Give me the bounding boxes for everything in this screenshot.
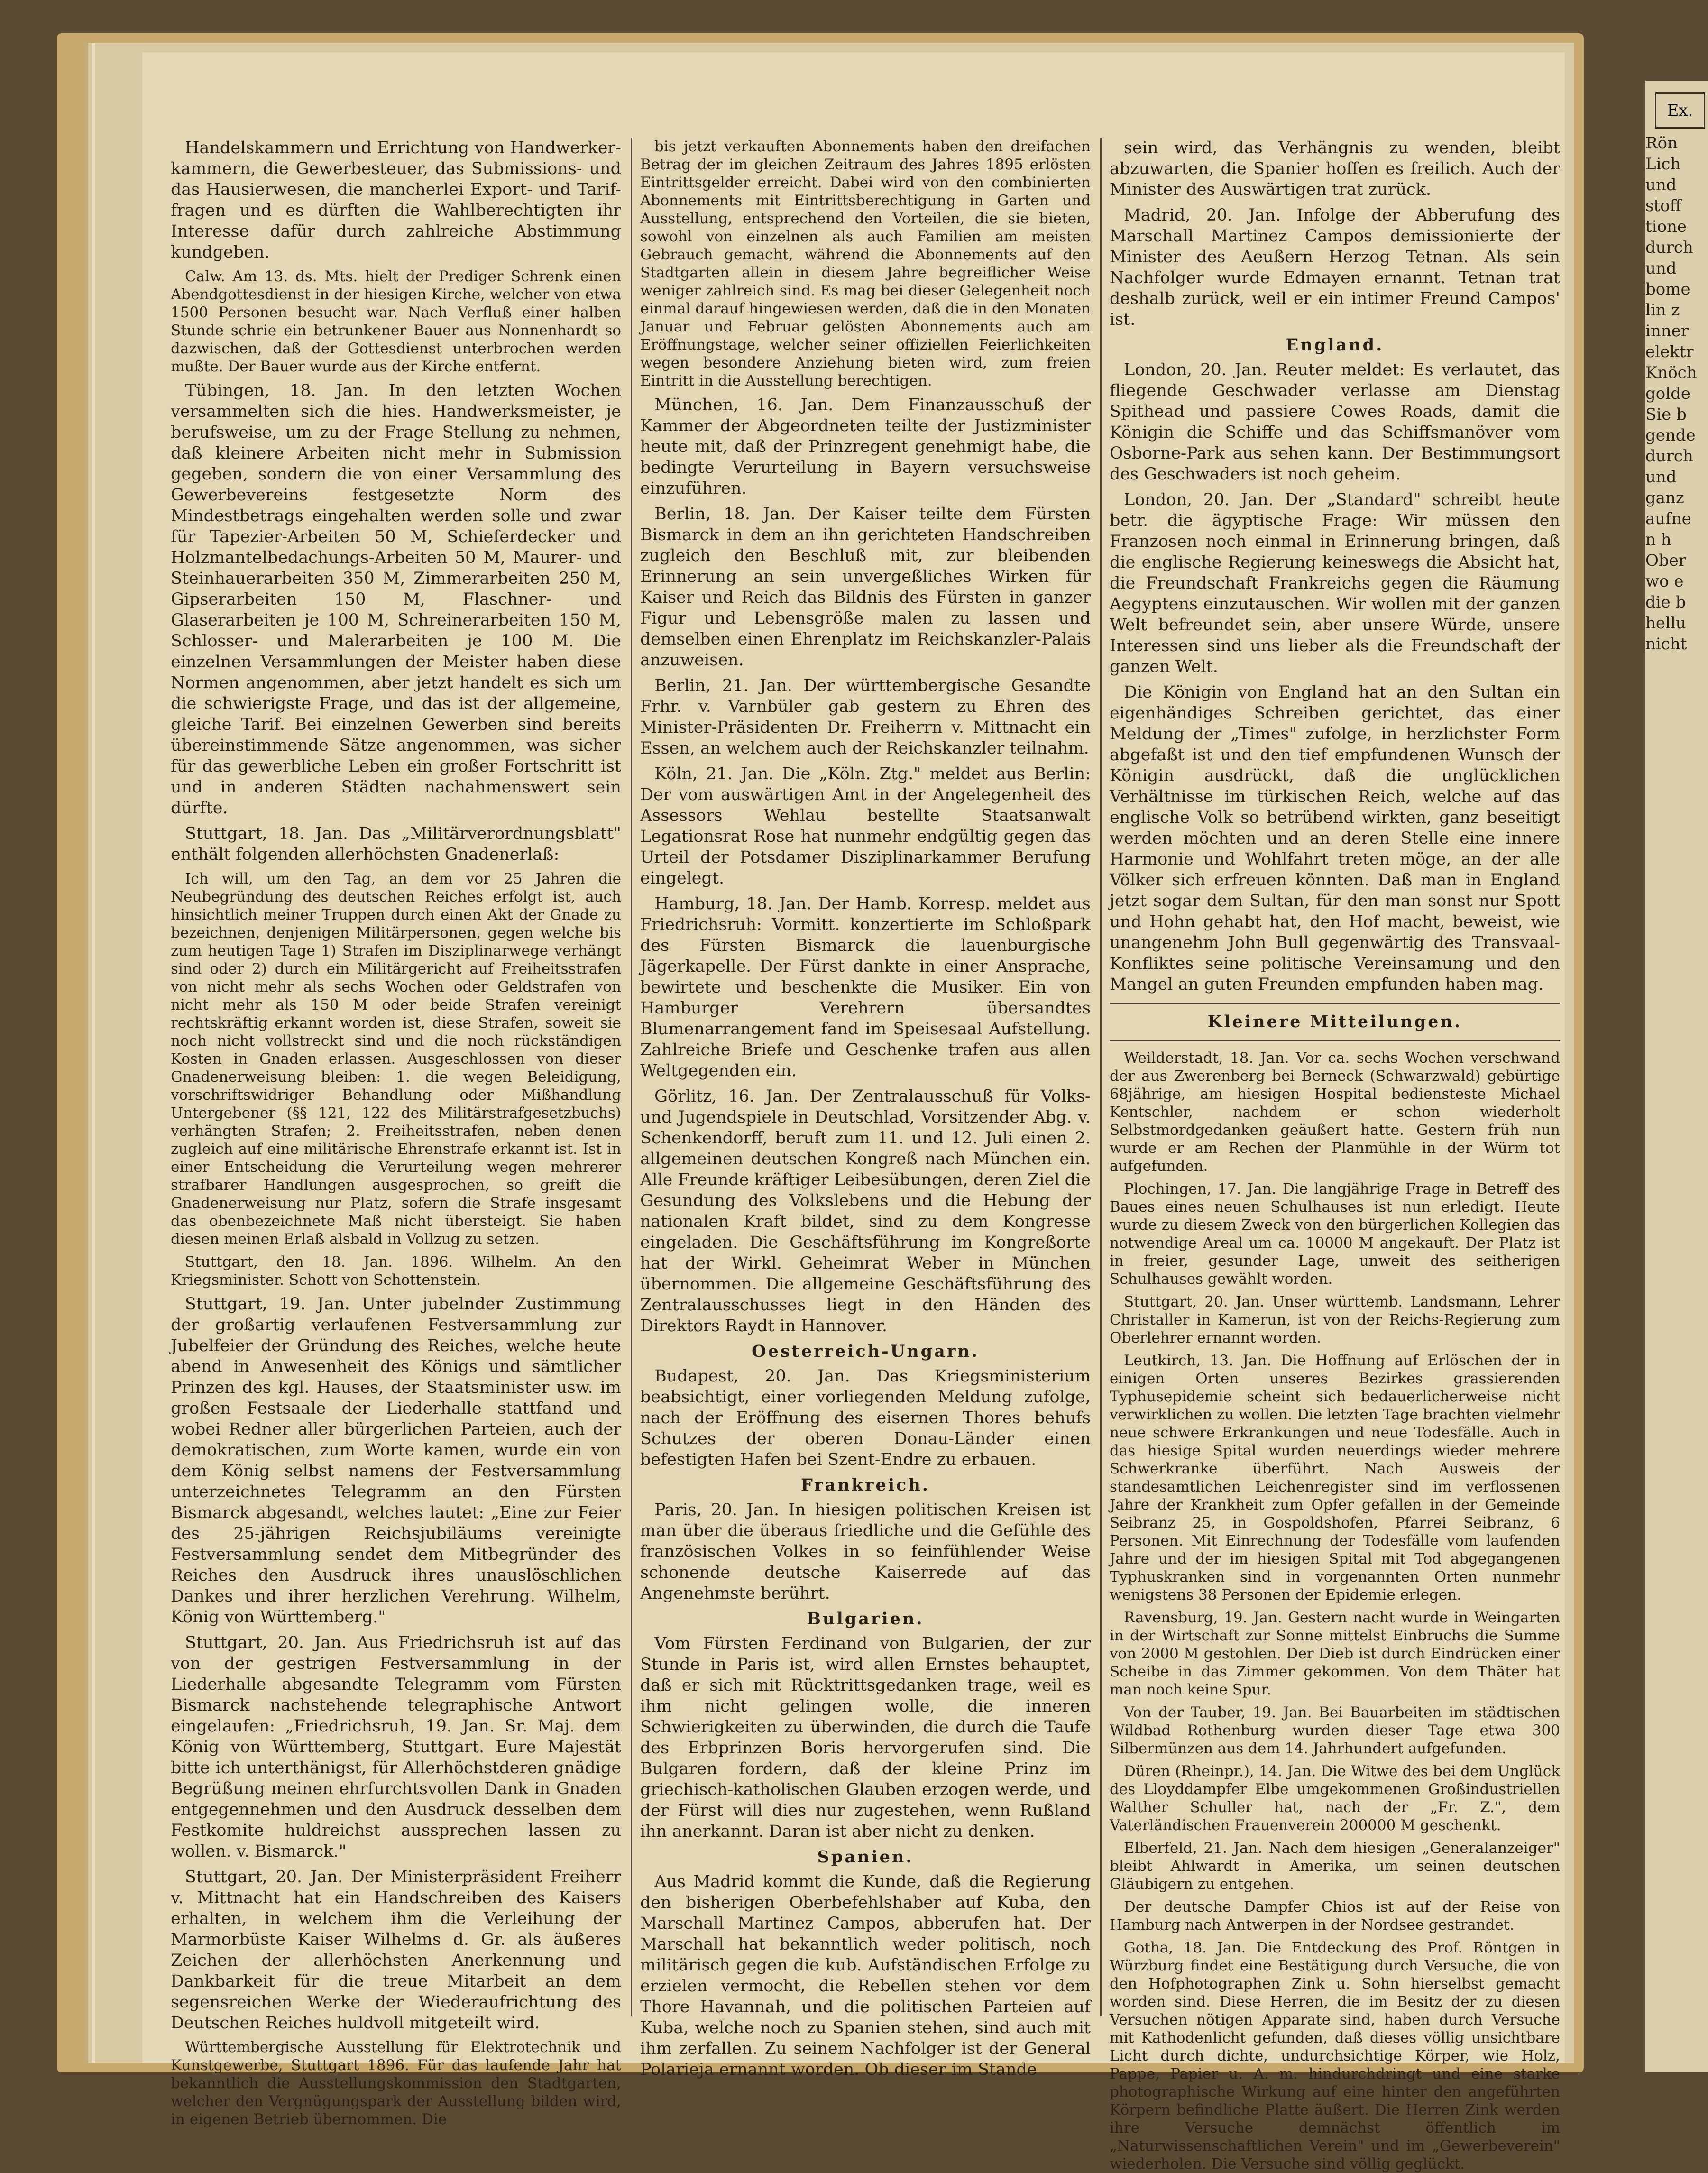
column-3 bbox=[1110, 138, 1560, 2173]
article-paragraph: Stuttgart, 20. Jan. Der Ministerpräsident Freiherr v. Mittnacht hat ein Handschreiben des Kaisers erhalten, in welchem ihm die Verleihung der Marmorbüste Kaiser Wilhelms d. Gr. als äußeres Zeichen der allerhöchsten Anerkennung und Dankbarkeit für die treue Mitarbeit an dem segensreichen Werke der Wiederaufrichtung des Deutschen Reiches huldvoll mitgeteilt wird. bbox=[171, 1868, 621, 2033]
neighbor-line: durch bbox=[1645, 238, 1693, 257]
article-paragraph: Stuttgart, 20. Jan. Unser württemb. Landsmann, Lehrer Christaller in Kamerun, ist von der Reichs-Regierung zum Oberlehrer ernannt worden. bbox=[1110, 1293, 1560, 1346]
neighbor-line: inner bbox=[1645, 322, 1689, 341]
neighbor-line: bome bbox=[1645, 280, 1690, 299]
article-paragraph: London, 20. Jan. Reuter meldet: Es verlautet, das fliegende Geschwader verlasse am Dienstag Spithead und passiere Cowes Roads, damit die Königin die Schiffe und das Schiffsmanöver vom Osborne-Park aus sehen kann. Der Bestimmungsort des Geschwaders ist noch geheim. bbox=[1110, 360, 1560, 484]
column-1 bbox=[171, 138, 621, 2128]
neighbor-line: hellu bbox=[1645, 614, 1686, 633]
neighbor-line: und bbox=[1645, 468, 1677, 487]
article-paragraph: Die Königin von England hat an den Sultan ein eigenhändiges Schreiben gerichtet, das einer Meldung der „Times" zufolge, in herzlichster Form abgefaßt ist und den tief empfundenen Wunsch der Königin ausdrückt, daß die unglücklichen Verhältnisse im türkischen Reich, welche auf das englische Volk so betrübend wirkten, ganz beseitigt werden möchten und an deren Stelle eine innere Harmonie und Wohlfahrt treten möge, an der alle Völker sich erfreuen könnten. Daß man in England jetzt sogar dem Sultan, für den man sonst nur Spott und Hohn gehabt hat, den Hof macht, beweist, wie unangenehm John Bull gegenwärtig des Transvaal-Konfliktes seine politische Vereinsamung und den Mangel an guten Freunden empfunden haben mag. bbox=[1110, 683, 1560, 994]
neighbor-line: nicht bbox=[1645, 635, 1687, 654]
article-paragraph: Stuttgart, 19. Jan. Unter jubelnder Zustimmung der großartig verlaufenen Festversammlung zur Jubelfeier der Gründung des Reiches, welche heute abend in Anwesenheit des Königs und sämtlicher Prinzen des kgl. Hauses, der Staatsminister usw. im großen Festsaale der Liederhalle stattfand und wobei Redner aller bürgerlichen Parteien, auch der demokratischen, zum Worte kamen, wurde ein von dem König selbst namens der Festversammlung unterzeichnetes Telegramm an den Fürsten Bismarck abgesandt, welches lautet: „Eine zur Feier des 25-jährigen Reichsjubiläums vereinigte Festversammlung sendet dem Mitbegründer des Reiches den Ausdruck ihres unauslöschlichen Dankes und ihrer herzlichen Verehrung. Wilhelm, König von Württemberg." bbox=[171, 1295, 621, 1627]
article-paragraph: Württembergische Ausstellung für Elektrotechnik und Kunstgewerbe, Stuttgart 1896. Für das laufende Jahr hat bekanntlich die Ausstellungskommission den Stadtgarten, welcher den Vergnügungspark der Ausstellung bilden wird, in eigenen Betrieb übernommen. Die bbox=[171, 2039, 621, 2128]
article-paragraph: Plochingen, 17. Jan. Die langjährige Frage in Betreff des Baues eines neuen Schulhauses ist nun erledigt. Heute wurde zu diesem Zweck von den bürgerlichen Kollegien das notwendige Areal um ca. 10000 M angekauft. Der Platz ist in freier, gesunder Lage, unweit des seitherigen Schulhauses gewählt worden. bbox=[1110, 1180, 1560, 1288]
neighbor-line: n h bbox=[1645, 530, 1671, 549]
neighbor-line: Lich bbox=[1645, 155, 1681, 174]
article-paragraph: Berlin, 21. Jan. Der württembergische Gesandte Frhr. v. Varnbüler gab gestern zu Ehren des Minister-Präsidenten Dr. Freiherrn v. Mittnacht ein Essen, an welchem auch der Reichskanzler teilnahm. bbox=[640, 676, 1091, 758]
section-divider bbox=[1110, 1040, 1560, 1041]
article-paragraph: Von der Tauber, 19. Jan. Bei Bauarbeiten im städtischen Wildbad Rothenburg wurden dieser Tage etwa 300 Silbermünzen aus dem 14. Jahrhundert aufgefunden. bbox=[1110, 1704, 1560, 1757]
section-heading: Oesterreich-Ungarn. bbox=[752, 1342, 979, 1361]
article-paragraph: Madrid, 20. Jan. Infolge der Abberufung des Marschall Martinez Campos demissionierte der Minister des Aeußern Herzog Tetnan. Als sein Nachfolger wurde Edmayen ernannt. Tetnan trat deshalb zurück, weil er ein intimer Freund Campos' ist. bbox=[1110, 206, 1560, 329]
adjacent-page-edge bbox=[1645, 81, 1708, 2072]
article-paragraph: Stuttgart, 18. Jan. Das „Militärverordnungsblatt" enthält folgenden allerhöchsten Gnadenerlaß: bbox=[171, 824, 621, 864]
article-paragraph: Köln, 21. Jan. Die „Köln. Ztg." meldet aus Berlin: Der vom auswärtigen Amt in der Angelegenheit des Assessors Wehlau bestellte Staatsanwalt Legationsrat Rose hat nunmehr endgültig gegen das Urteil der Potsdamer Disziplinarkammer Berufung eingelegt. bbox=[640, 764, 1091, 888]
article-paragraph: Düren (Rheinpr.), 14. Jan. Die Witwe des bei dem Unglück des Lloyddampfer Elbe umgekommenen Großindustriellen Walther Schuller hat, nach der „Fr. Z.", dem Vaterländischen Frauenverein 200000 M geschenkt. bbox=[1110, 1763, 1560, 1834]
article-paragraph: München, 16. Jan. Dem Finanzausschuß der Kammer der Abgeordneten teilte der Justizminister heute mit, daß der Prinzregent genehmigt habe, die bedingte Verurteilung in Bayern versuchsweise einzuführen. bbox=[640, 396, 1091, 498]
article-paragraph: Aus Madrid kommt die Kunde, daß die Regierung den bisherigen Oberbefehlshaber auf Kuba, den Marschall Martinez Campos, abberufen hat. Der Marschall hat bekanntlich weder politisch, noch militärisch gegen die kub. Aufständischen Erfolge zu erzielen vermocht, die Rebellen stehen vor dem Thore Havannah, und die politischen Parteien auf Kuba, welche noch zu Spanien stehen, sind auch mit ihm zerfallen. Zu seinem Nachfolger ist der General Polarieja ernannt worden. Ob dieser im Stande bbox=[640, 1872, 1091, 2079]
decree-text: Ich will, um den Tag, an dem vor 25 Jahren die Neubegründung des deutschen Reiches erfolgt ist, auch hinsichtlich meiner Truppen durch einen Akt der Gnade zu bezeichnen, denjenigen Militärpersonen, gegen welche bis zum heutigen Tage 1) Strafen im Disziplinarwege verhängt sind oder 2) durch ein Militärgericht auf Freiheitsstrafen von nicht mehr als sechs Wochen oder Geldstrafen von nicht mehr als 150 M oder beide Strafen vereinigt rechtskräftig erkannt worden ist, diese Strafen, soweit sie noch nicht vollstreckt sind und die noch rückständigen Kosten in Gnaden erlassen. Ausgeschlossen von dieser Gnadenerweisung bleiben: 1. die wegen Beleidigung, vorschriftswidriger Behandlung oder Mißhandlung Untergebener (§§ 121, 122 des Militärstrafgesetzbuchs) verhängten Strafen; 2. Freiheitsstrafen, neben denen zugleich auf eine militärische Ehrenstrafe erkannt ist. Ist in einer Entscheidung die Verurteilung wegen mehrerer strafbarer Handlungen ausgesprochen, so greift die Gnadenerweisung nur Platz, sofern die Strafe insgesamt das obenbezeichnete Maß nicht übersteigt. Sie haben diesen meinen Erlaß alsbald in Vollzug zu setzen. bbox=[171, 870, 621, 1248]
neighbor-line: elektr bbox=[1645, 342, 1694, 361]
neighbor-line: ganz bbox=[1645, 488, 1684, 507]
neighbor-line: Knöch bbox=[1645, 363, 1697, 382]
neighbor-line: und bbox=[1645, 259, 1677, 278]
article-paragraph: Vom Fürsten Ferdinand von Bulgarien, der zur Stunde in Paris ist, wird allen Ernstes behauptet, daß er sich mit Rücktrittsgedanken trage, weil es ihm nicht gelingen wolle, die inneren Schwierigkeiten zu überwinden, die durch die Taufe des Erbprinzen Boris hervorgerufen sind. Die Bulgaren fordern, daß der kleine Prinz im griechisch-katholischen Glauben erzogen werde, und der Fürst will dies nur zugestehen, wenn Rußland ihn anerkannt. Daran ist aber nicht zu denken. bbox=[640, 1634, 1091, 1841]
article-paragraph: Tübingen, 18. Jan. In den letzten Wochen versammelten sich die hies. Handwerksmeister, je berufsweise, um zu der Frage Stellung zu nehmen, daß kleinere Arbeiten nicht mehr in Submission gegeben, sondern die von einer Versammlung des Gewerbevereins festgesetzte Norm des Mindestbetrags eingehalten werden solle und zwar für Tapezier-Arbeiten 50 M, Schieferdecker und Holzmantelbedachungs-Arbeiten 50 M, Maurer- und Steinhauerarbeiten 350 M, Zimmerarbeiten 250 M, Gipserarbeiten 150 M, Flaschner- und Glaserarbeiten je 100 M, Schreinerarbeiten 150 M, Schlosser- und Malerarbeiten je 100 M. Die einzelnen Versammlungen der Meister haben diese Normen angenommen, aber jetzt handelt es sich um die schwierigste Frage, und das ist der allgemeine, gleiche Tarif. Bei einzelnen Gewerben sind bereits übereinstimmende Sätze angenommen, was sicher für das gewerbliche Leben ein großer Fortschritt ist und in anderen Städten nachahmenswert sein dürfte. bbox=[171, 381, 621, 818]
article-paragraph: Hamburg, 18. Jan. Der Hamb. Korresp. meldet aus Friedrichsruh: Vormitt. konzertierte im Schloßpark des Fürsten Bismarck die lauenburgische Jägerkapelle. Der Fürst dankte in einer Ansprache, bewirtete und beschenkte die Musiker. Ein von Hamburger Verehrern übersandtes Blumenarrangement fand im Speisesaal Aufstellung. Zahlreiche Briefe und Geschenke trafen aus allen Weltgegenden ein. bbox=[640, 894, 1091, 1080]
archive-stamp: Ex. bbox=[1655, 92, 1705, 129]
article-paragraph: Ravensburg, 19. Jan. Gestern nacht wurde in Weingarten in der Wirtschaft zur Sonne mittelst Einbruchs die Summe von 2000 M gestohlen. Der Dieb ist durch Eindrücken einer Scheibe in das Zimmer gekommen. Von dem Thäter hat man noch keine Spur. bbox=[1110, 1609, 1560, 1698]
article-paragraph: Gotha, 18. Jan. Die Entdeckung des Prof. Röntgen in Würzburg findet eine Bestätigung durch Versuche, die von den Hofphotographen Zink u. Sohn hierselbst gemacht worden sind. Diese Herren, die im Besitz der zu diesen Versuchen nötigen Apparate sind, haben durch Versuche mit Kathodenlicht gefunden, daß dieses völlig unsichtbare Licht durch dichte, undurchsichtige Körper, wie Holz, Pappe, Papier u. A. m. hindurchdringt und eine starke photographische Wirkung auf eine hinter den angeführten Körpern befindliche Platte äußert. Die Herren Zink werden ihre Versuche demnächst öffentlich im „Naturwissenschaftlichen Verein" und im „Gewerbeverein" wiederholen. Die Versuche sind völlig geglückt. bbox=[1110, 1939, 1560, 2173]
article-paragraph: Weilderstadt, 18. Jan. Vor ca. sechs Wochen verschwand der aus Zwerenberg bei Berneck (Schwarzwald) gebürtige 68jährige, am hiesigen Hospital bediensteste Michael Kentschler, nachdem er schon wiederholt Selbstmordgedanken geäußert hatte. Gestern früh nun wurde er am Rechen der Planmühle in der Würm tot aufgefunden. bbox=[1110, 1050, 1560, 1175]
section-heading: Bulgarien. bbox=[807, 1609, 924, 1629]
neighbor-line: die b bbox=[1645, 593, 1686, 612]
decree-signature: Stuttgart, den 18. Jan. 1896. Wilhelm. An den Kriegsminister. Schott von Schottenstein. bbox=[171, 1253, 621, 1289]
neighbor-line: golde bbox=[1645, 384, 1690, 403]
neighbor-line: Rön bbox=[1645, 134, 1678, 153]
column-rule-1 bbox=[631, 138, 632, 2016]
neighbor-line: tione bbox=[1645, 217, 1687, 236]
article-paragraph: Budapest, 20. Jan. Das Kriegsministerium beabsichtigt, einer vorliegenden Meldung zufolge, nach der Eröffnung des eisernen Thores behufs Schutzes der oberen Donau-Länder einen befestigten Hafen bei Szent-Endre zu erbauen. bbox=[640, 1367, 1091, 1469]
column-2 bbox=[640, 138, 1091, 2079]
article-paragraph: Paris, 20. Jan. In hiesigen politischen Kreisen ist man über die überaus friedliche und die Gefühle des französischen Volkes in so feinfühlender Weise schonende deutsche Kaiserrede auf das Angenehmste berührt. bbox=[640, 1501, 1091, 1603]
article-paragraph: Leutkirch, 13. Jan. Die Hoffnung auf Erlöschen der in einigen Orten unseres Bezirkes grassierenden Typhusepidemie scheint sich bedauerlicherweise nicht verwirklichen zu wollen. Die letzten Tage brachten vielmehr neue schwere Erkrankungen und neue Todesfälle. Auch in das hiesige Spital wurden neuerdings wieder mehrere Schwerkranke überführt. Nach Ausweis der standesamtlichen Leichenregister sind im verflossenen Jahre der Krankheit zum Opfer gefallen in der Gemeinde Seibranz 25, in Gospoldshofen, Pfarrei Seibranz, 6 Personen. Mit Einrechnung der Todesfälle vom laufenden Jahre und der im hiesigen Spital mit Tod abgegangenen Typhuskranken sind in vorgenannten Orten nunmehr wenigstens 38 Personen der Epidemie erlegen. bbox=[1110, 1352, 1560, 1603]
neighbor-line: aufne bbox=[1645, 509, 1691, 528]
article-paragraph: sein wird, das Verhängnis zu wenden, bleibt abzuwarten, die Spanier hoffen es freilich. Auch der Minister des Auswärtigen trat zurück. bbox=[1110, 138, 1560, 199]
neighbor-line: durch bbox=[1645, 447, 1693, 466]
neighbor-line: Sie b bbox=[1645, 405, 1687, 424]
neighbor-line: lin z bbox=[1645, 301, 1680, 320]
section-heading: Spanien. bbox=[817, 1847, 914, 1867]
neighbor-line: stoff bbox=[1645, 196, 1681, 215]
neighbor-line: gende bbox=[1645, 426, 1696, 445]
article-paragraph: Calw. Am 13. ds. Mts. hielt der Prediger Schrenk einen Abendgottesdienst in der hiesigen Kirche, welcher von etwa 1500 Personen besucht war. Nach Verfluß einer halben Stunde schrie ein betrunkener Bauer aus Nonnenhardt so dazwischen, daß der Gottesdienst unterbrochen werden mußte. Der Bauer wurde aus der Kirche entfernt. bbox=[171, 268, 621, 375]
article-paragraph: Berlin, 18. Jan. Der Kaiser teilte dem Fürsten Bismarck in dem an ihn gerichteten Handschreiben zugleich den Beschluß mit, zur bleibenden Erinnerung an sein unvergeßliches Wirken für Kaiser und Reich das Bildnis des Fürsten in ganzer Figur und Lebensgröße malen zu lassen und demselben einen Ehrenplatz im Reichskanzler-Palais anzuweisen. bbox=[640, 505, 1091, 670]
section-heading: Frankreich. bbox=[801, 1475, 930, 1495]
neighbor-line: wo e bbox=[1645, 572, 1684, 591]
section-heading: England. bbox=[1286, 335, 1384, 355]
article-paragraph: London, 20. Jan. Der „Standard" schreibt heute betr. die ägyptische Frage: Wir müssen den Franzosen noch einmal in Erinnerung bringen, daß die englische Regierung keineswegs die Absicht hat, die Freundschaft Frankreichs gegen die Räumung Aegyptens einzutauschen. Wir wollen mit der ganzen Welt befreundet sein, aber unsere Würde, unsere Interessen sind uns lieber als die Freundschaft der ganzen Welt. bbox=[1110, 490, 1560, 676]
article-paragraph: Stuttgart, 20. Jan. Aus Friedrichsruh ist auf das von der gestrigen Festversammlung in der Liederhalle abgesandte Telegramm vom Fürsten Bismarck nachstehende telegraphische Antwort eingelaufen: „Friedrichsruh, 19. Jan. Sr. Maj. dem König von Württemberg, Stuttgart. Eure Majestät bitte ich unterthänigst, für Allerhöchstderen gnädige Begrüßung meinen ehrfurchtsvollen Dank in Gnaden entgegennehmen und den Ausdruck desselben dem Festkomite huldreichst aussprechen lassen zu wollen. v. Bismarck." bbox=[171, 1633, 621, 1861]
neighbor-line: und bbox=[1645, 175, 1677, 194]
article-paragraph: bis jetzt verkauften Abonnements haben den dreifachen Betrag der im gleichen Zeitraum des Jahres 1895 erlösten Eintrittsgelder erreicht. Dabei wird von den combinierten Abonnements mit Eintrittsberechtigung in Garten und Ausstellung, entsprechend den Vorteilen, die sie bieten, sowohl von einzelnen als auch Familien am meisten Gebrauch gemacht, während die Abonnements auf den Stadtgarten allein in diesem Jahre begreiflicher Weise weniger zahlreich sind. Es mag bei dieser Gelegenheit noch einmal darauf hingewiesen werden, daß die in den Monaten Januar und Februar gelösten Abonnements auch am Eröffnungstage, welcher seiner offiziellen Feierlichkeiten wegen besondere Anziehung bieten wird, zum freien Eintritt in die Ausstellung berechtigen. bbox=[640, 138, 1091, 389]
section-divider bbox=[1110, 1003, 1560, 1004]
neighbor-line: Ober bbox=[1645, 551, 1687, 570]
article-paragraph: Handelskammern und Errichtung von Handwerker-kammern, die Gewerbesteuer, das Submissions- und das Hausierwesen, die mancherlei Export- und Tarif-fragen und es dürften die Wahlberechtigten ihr Interesse dafür durch zahlreiche Abstimmung kundgeben. bbox=[171, 138, 621, 262]
article-paragraph: Görlitz, 16. Jan. Der Zentralausschuß für Volks- und Jugendspiele in Deutschlad, Vorsitzender Abg. v. Schenkendorff, beruft zum 11. und 12. Juli einen 2. allgemeinen deutschen Kongreß nach München ein. Alle Freunde kräftiger Leibesübungen, deren Ziel die Gesundung des Volkslebens und die Hebung der nationalen Kraft bildet, sind zu dem Kongresse eingeladen. Die Geschäftsführung im Kongreßorte hat der Wirkl. Geheimrat Weber in München übernommen. Die allgemeine Geschäftsführung des Zentralausschusses liegt in den Händen des Direktors Raydt in Hannover. bbox=[640, 1087, 1091, 1335]
newspaper-page bbox=[142, 52, 1565, 2173]
section-heading: Kleinere Mitteilungen. bbox=[1207, 1012, 1462, 1031]
column-rule-2 bbox=[1100, 138, 1102, 2016]
article-paragraph: Der deutsche Dampfer Chios ist auf der Reise von Hamburg nach Antwerpen in der Nordsee gestrandet. bbox=[1110, 1898, 1560, 1934]
article-paragraph: Elberfeld, 21. Jan. Nach dem hiesigen „Generalanzeiger" bleibt Ahlwardt in Amerika, um seinen deutschen Gläubigern zu entgehen. bbox=[1110, 1840, 1560, 1893]
